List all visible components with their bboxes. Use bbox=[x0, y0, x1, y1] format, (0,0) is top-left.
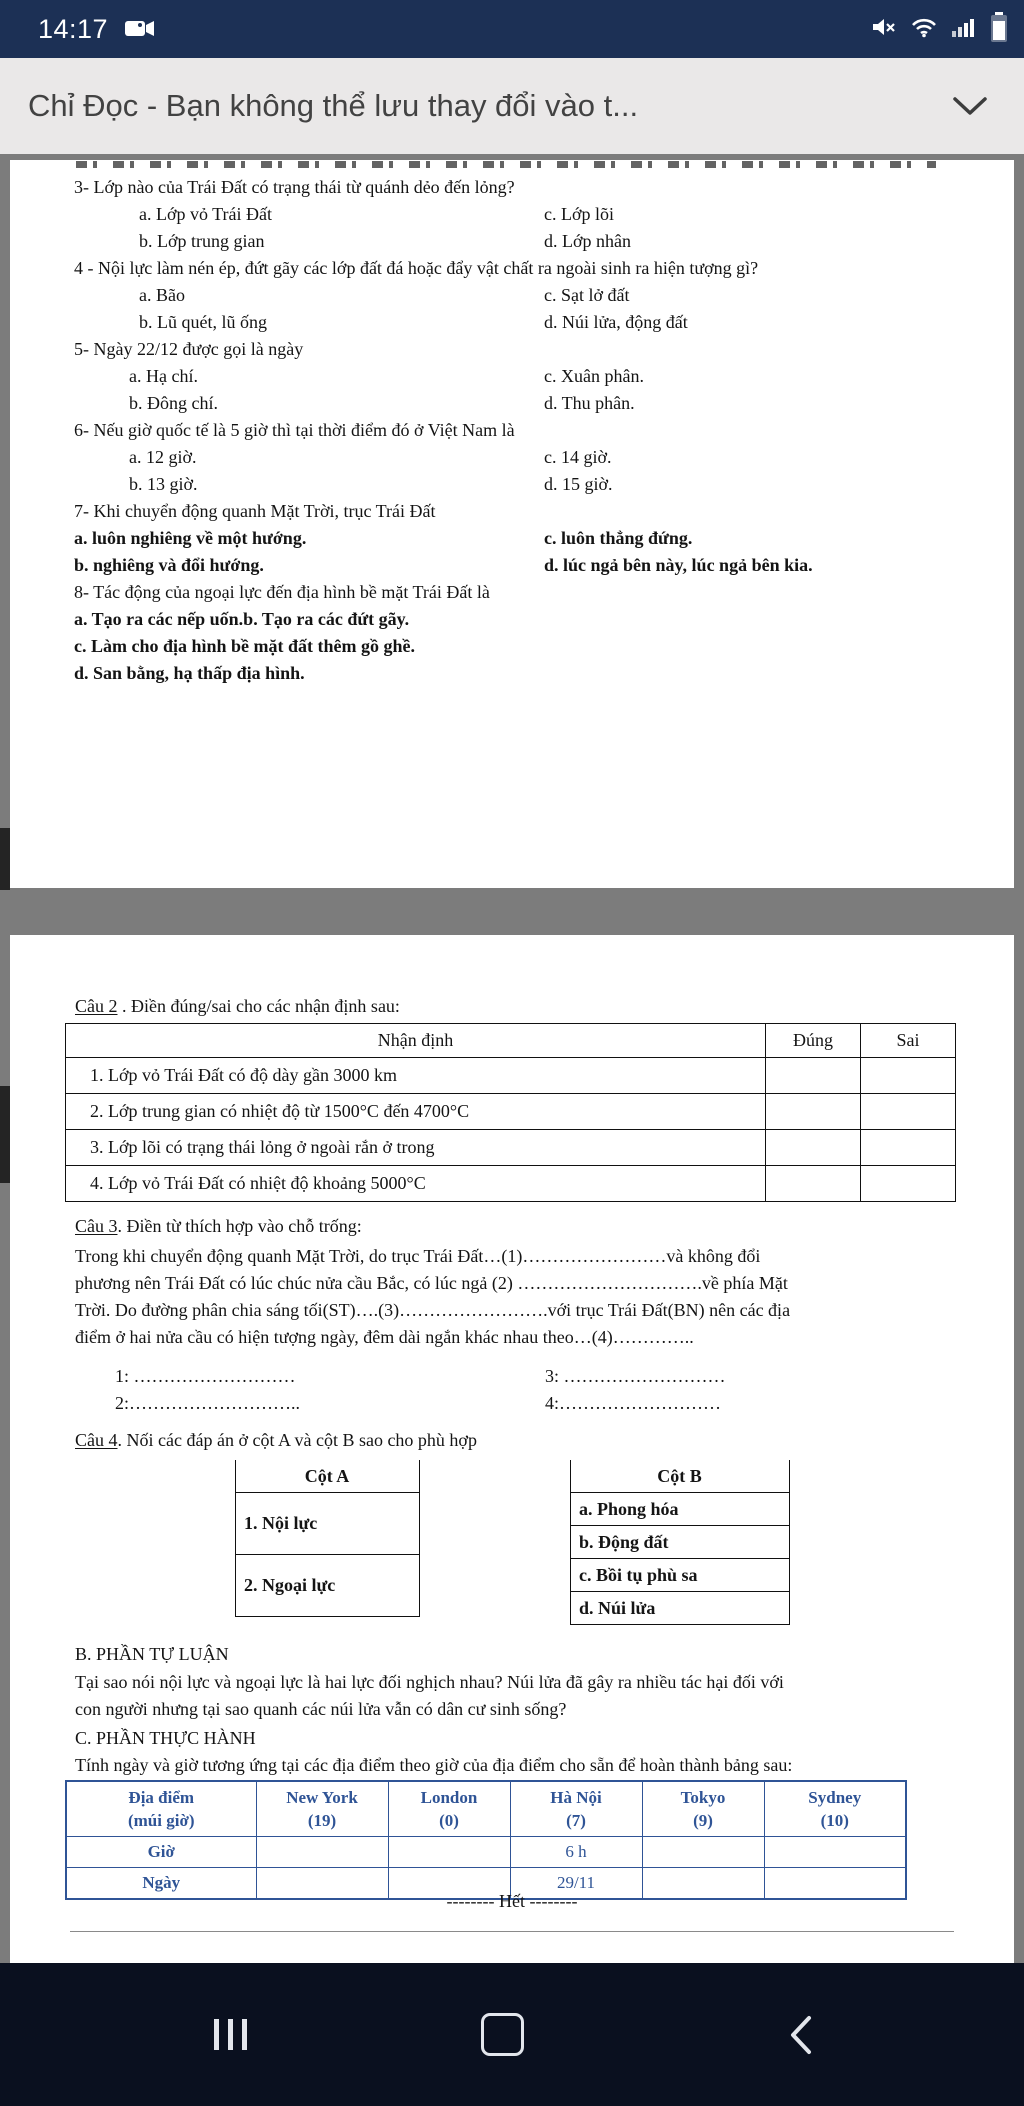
clock: 14:17 bbox=[38, 13, 109, 44]
cell: d. Núi lửa bbox=[571, 1592, 790, 1625]
scrollbar-segment[interactable] bbox=[0, 1086, 10, 1183]
option-b: b. 13 giờ. bbox=[129, 474, 198, 494]
column-b-table bbox=[570, 1460, 790, 1625]
question-text: 3- Lớp nào của Trái Đất có trạng thái từ quánh dẻo đến lỏng? bbox=[74, 177, 515, 197]
option-line: c. Làm cho địa hình bề mặt đất thêm gồ ghề. bbox=[74, 636, 416, 656]
recent-apps-icon bbox=[214, 2019, 219, 2050]
table-row bbox=[571, 1559, 790, 1592]
cell: a. Phong hóa bbox=[571, 1493, 790, 1526]
question-option-row bbox=[74, 471, 1004, 498]
app-header bbox=[0, 58, 1024, 154]
muted-speaker-icon bbox=[871, 15, 897, 44]
cau4-title: . Nối các đáp án ở cột A và cột B sao cho phù hợp bbox=[117, 1430, 477, 1450]
option-b: b. nghiêng và đổi hướng. bbox=[74, 555, 264, 575]
option-a: a. Lớp vỏ Trái Đất bbox=[139, 204, 273, 224]
cau4-label: Câu 4 bbox=[75, 1430, 118, 1450]
cell: 2. Ngoại lực bbox=[236, 1555, 420, 1617]
true-cell bbox=[766, 1130, 861, 1166]
paragraph-line: Tại sao nói nội lực và ngoại lực là hai lực đối nghịch nhau? Núi lửa đã gây ra nhiều tác hại đối với bbox=[75, 1672, 784, 1692]
section-c-title: C. PHẦN THỰC HÀNH bbox=[75, 1728, 256, 1748]
question-option-row bbox=[74, 552, 1004, 579]
cau2-title: . Điền đúng/sai cho các nhận định sau: bbox=[117, 996, 400, 1016]
true-cell bbox=[766, 1094, 861, 1130]
cell: c. Bồi tụ phù sa bbox=[571, 1559, 790, 1592]
scrollbar-segment[interactable] bbox=[0, 828, 10, 890]
option-c: c. Xuân phân. bbox=[544, 366, 644, 386]
table-row bbox=[236, 1493, 420, 1555]
cell bbox=[388, 1837, 510, 1868]
table-header-row bbox=[571, 1460, 790, 1493]
question-option-row bbox=[74, 525, 1004, 552]
blank-4: 4:……………………… bbox=[545, 1393, 722, 1413]
recent-apps-button[interactable] bbox=[214, 1963, 247, 2106]
multiple-choice-questions bbox=[74, 174, 1004, 687]
table-header-row bbox=[66, 1024, 956, 1058]
question-option-row bbox=[74, 363, 1004, 390]
android-navigation-bar bbox=[0, 1963, 1024, 2106]
time-zone-table bbox=[65, 1780, 907, 1900]
option-d: d. lúc ngả bên này, lúc ngả bên kia. bbox=[544, 555, 813, 575]
cau4-heading bbox=[75, 1427, 477, 1454]
cell bbox=[256, 1837, 388, 1868]
option-c: c. Sạt lở đất bbox=[544, 285, 630, 305]
statement-cell: 3. Lớp lõi có trạng thái lỏng ở ngoài rắn ở trong bbox=[66, 1130, 766, 1166]
header-false: Sai bbox=[861, 1024, 956, 1058]
header-cell: Sydney (10) bbox=[764, 1781, 906, 1837]
true-cell bbox=[766, 1058, 861, 1094]
document-scroll-area[interactable] bbox=[0, 154, 1024, 1963]
cell: 29/11 bbox=[510, 1868, 642, 1900]
question-option-row bbox=[74, 309, 1004, 336]
blank-row bbox=[75, 1363, 965, 1390]
back-icon bbox=[789, 2015, 813, 2055]
header-cell: London (0) bbox=[388, 1781, 510, 1837]
section-c-text: Tính ngày và giờ tương ứng tại các địa điểm theo giờ của địa điểm cho sẵn để hoàn thành bảng sau: bbox=[75, 1755, 793, 1775]
question-option-row bbox=[74, 282, 1004, 309]
question-text: 7- Khi chuyển động quanh Mặt Trời, trục Trái Đất bbox=[74, 501, 436, 521]
question-option-row bbox=[74, 228, 1004, 255]
option-b: b. Lớp trung gian bbox=[139, 231, 265, 251]
blank-row bbox=[75, 1390, 965, 1417]
column-b-header: Cột B bbox=[571, 1460, 790, 1493]
back-button[interactable] bbox=[789, 1963, 813, 2106]
table-header-row bbox=[66, 1781, 906, 1837]
false-cell bbox=[861, 1094, 956, 1130]
cell: b. Động đất bbox=[571, 1526, 790, 1559]
table-row bbox=[571, 1526, 790, 1559]
table-row bbox=[571, 1493, 790, 1526]
row-label: Ngày bbox=[66, 1868, 256, 1900]
blank-2: 2:……………………….. bbox=[115, 1393, 301, 1413]
option-b: b. Lũ quét, lũ ống bbox=[139, 312, 267, 332]
question-option-row bbox=[74, 201, 1004, 228]
cell bbox=[764, 1837, 906, 1868]
blank-3: 3: ……………………… bbox=[545, 1366, 726, 1386]
false-cell bbox=[861, 1058, 956, 1094]
header-cell: Hà Nội (7) bbox=[510, 1781, 642, 1837]
document-page-1 bbox=[10, 160, 1014, 888]
false-cell bbox=[861, 1166, 956, 1202]
paragraph-line: con người nhưng tại sao quanh các núi lửa vẫn có dân cư sinh sống? bbox=[75, 1699, 567, 1719]
table-row bbox=[66, 1166, 956, 1202]
table-row bbox=[66, 1094, 956, 1130]
option-d: d. Lớp nhân bbox=[544, 231, 632, 251]
option-c: c. Lớp lõi bbox=[544, 204, 615, 224]
row-label: Giờ bbox=[66, 1837, 256, 1868]
end-marker: -------- Hết -------- bbox=[446, 1891, 578, 1911]
cell bbox=[642, 1837, 764, 1868]
question-option-row bbox=[74, 444, 1004, 471]
statement-cell: 2. Lớp trung gian có nhiệt độ từ 1500°C đến 4700°C bbox=[66, 1094, 766, 1130]
option-c: c. luôn thẳng đứng. bbox=[544, 528, 693, 548]
cau3-heading bbox=[75, 1213, 362, 1240]
cell: 1. Nội lực bbox=[236, 1493, 420, 1555]
fill-blanks bbox=[75, 1363, 965, 1417]
clipped-text-line bbox=[76, 161, 936, 168]
statement-cell: 1. Lớp vỏ Trái Đất có độ dày gần 3000 km bbox=[66, 1058, 766, 1094]
option-d: d. Thu phân. bbox=[544, 393, 635, 413]
option-c: c. 14 giờ. bbox=[544, 447, 612, 467]
paragraph-line: Trời. Do đường phân chia sáng tối(ST)….(3)…………………….với trục Trái Đất(BN) nên các địa bbox=[75, 1300, 791, 1320]
cau3-title: . Điền từ thích hợp vào chỗ trống: bbox=[117, 1216, 362, 1236]
table-row bbox=[66, 1058, 956, 1094]
paragraph-line: phương nên Trái Đất có lúc chúc nửa cầu Bắc, có lúc ngả (2) ………………………….về phía Mặt bbox=[75, 1273, 788, 1293]
blank-1: 1: ……………………… bbox=[115, 1366, 296, 1386]
option-a: a. 12 giờ. bbox=[129, 447, 197, 467]
cell-signal-icon bbox=[951, 16, 977, 43]
option-a: a. Hạ chí. bbox=[129, 366, 198, 386]
column-a-header: Cột A bbox=[236, 1460, 420, 1493]
header-cell: Địa điểm (múi giờ) bbox=[66, 1781, 256, 1837]
table-row bbox=[236, 1555, 420, 1617]
option-line: d. San bằng, hạ thấp địa hình. bbox=[74, 663, 305, 683]
video-camera-icon bbox=[124, 18, 156, 40]
cau3-paragraph bbox=[75, 1243, 965, 1351]
section-b-text bbox=[75, 1669, 965, 1723]
matching-tables bbox=[10, 1460, 1014, 1618]
header-true: Đúng bbox=[766, 1024, 861, 1058]
option-b: b. Đông chí. bbox=[129, 393, 218, 413]
paragraph-line: điểm ở hai nửa cầu có hiện tượng ngày, đêm dài ngắn khác nhau theo…(4)………….. bbox=[75, 1327, 694, 1347]
header-cell: Tokyo (9) bbox=[642, 1781, 764, 1837]
option-a: a. Bão bbox=[139, 285, 185, 305]
question-text: 4 - Nội lực làm nén ép, đứt gãy các lớp đất đá hoặc đẩy vật chất ra ngoài sinh ra hiện tượng gì? bbox=[74, 258, 759, 278]
cau2-heading bbox=[75, 993, 400, 1020]
chevron-down-icon[interactable] bbox=[952, 96, 988, 123]
header-statement: Nhận định bbox=[66, 1024, 766, 1058]
home-button[interactable] bbox=[481, 1963, 524, 2106]
cell: 6 h bbox=[510, 1837, 642, 1868]
question-text: 8- Tác động của ngoại lực đến địa hình bề mặt Trái Đất là bbox=[74, 582, 490, 602]
document-mode-title: Chỉ Đọc - Bạn không thể lưu thay đổi vào t... bbox=[28, 88, 639, 123]
false-cell bbox=[861, 1130, 956, 1166]
question-text: 6- Nếu giờ quốc tế là 5 giờ thì tại thời điểm đó ở Việt Nam là bbox=[74, 420, 515, 440]
cau3-label: Câu 3 bbox=[75, 1216, 118, 1236]
header-cell: New York (19) bbox=[256, 1781, 388, 1837]
battery-icon bbox=[990, 11, 1008, 48]
cau2-label: Câu 2 bbox=[75, 996, 118, 1016]
true-false-table bbox=[65, 1023, 956, 1202]
document-page-2 bbox=[10, 935, 1014, 1963]
table-row bbox=[66, 1837, 906, 1868]
home-icon bbox=[481, 2013, 524, 2056]
table-header-row bbox=[236, 1460, 420, 1493]
option-d: d. 15 giờ. bbox=[544, 474, 613, 494]
option-line: a. Tạo ra các nếp uốn.b. Tạo ra các đứt gãy. bbox=[74, 609, 410, 629]
statement-cell: 4. Lớp vỏ Trái Đất có nhiệt độ khoảng 5000°C bbox=[66, 1166, 766, 1202]
status-bar bbox=[0, 0, 1024, 58]
footer-rule bbox=[70, 1931, 954, 1932]
question-text: 5- Ngày 22/12 được gọi là ngày bbox=[74, 339, 304, 359]
paragraph-line: Trong khi chuyển động quanh Mặt Trời, do trục Trái Đất…(1)……………………và không đổi bbox=[75, 1246, 761, 1266]
table-row bbox=[66, 1130, 956, 1166]
option-d: d. Núi lửa, động đất bbox=[544, 312, 688, 332]
question-option-row bbox=[74, 390, 1004, 417]
table-row bbox=[571, 1592, 790, 1625]
true-cell bbox=[766, 1166, 861, 1202]
column-a-table bbox=[235, 1460, 420, 1617]
option-a: a. luôn nghiêng về một hướng. bbox=[74, 528, 307, 548]
wifi-icon bbox=[910, 16, 938, 43]
section-b-title: B. PHẦN TỰ LUẬN bbox=[75, 1644, 229, 1664]
